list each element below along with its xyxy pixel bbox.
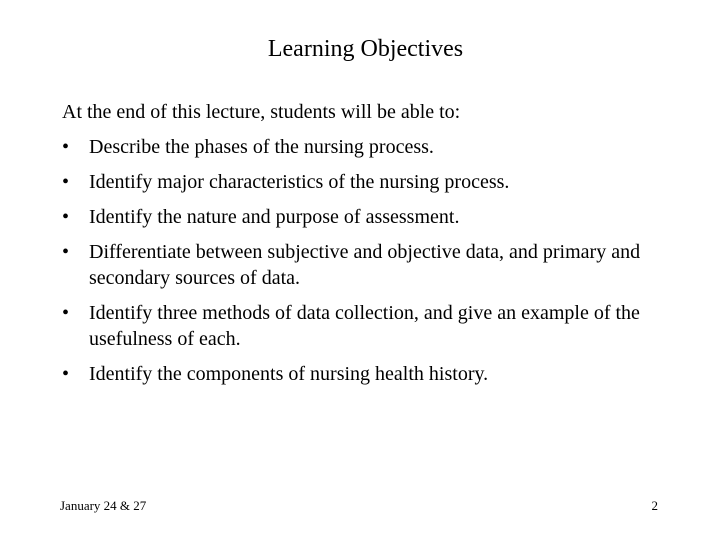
intro-text: At the end of this lecture, students will be able to:	[62, 101, 461, 123]
footer-date: January 24 & 27	[60, 498, 147, 513]
list-item	[62, 169, 682, 195]
list-item	[62, 134, 682, 160]
list-item-text: Identify major characteristics of the nursing process.	[89, 171, 510, 193]
list-item	[62, 204, 682, 230]
bullet-icon: •	[62, 363, 70, 385]
list-item-text: Identify the nature and purpose of assessment.	[89, 206, 460, 228]
bullet-icon: •	[62, 241, 70, 263]
list-item-text: Differentiate between subjective and objective data, and primary and secondary sources of data.	[89, 241, 641, 289]
bullet-icon: •	[62, 302, 70, 324]
bullet-icon: •	[62, 206, 70, 228]
list-item	[62, 361, 682, 387]
slide-title: Learning Objectives	[267, 36, 464, 62]
list-item-text: Describe the phases of the nursing process.	[89, 136, 434, 158]
slide-body	[62, 99, 682, 396]
page-number: 2	[651, 498, 658, 513]
bullet-icon: •	[62, 136, 70, 158]
list-item	[62, 300, 682, 352]
list-item	[62, 239, 682, 291]
list-item-text: Identify three methods of data collection, and give an example of the usefulness of each.	[89, 302, 640, 350]
list-item-text: Identify the components of nursing health history.	[89, 363, 489, 385]
bullet-icon: •	[62, 171, 70, 193]
objectives-list	[62, 134, 682, 387]
